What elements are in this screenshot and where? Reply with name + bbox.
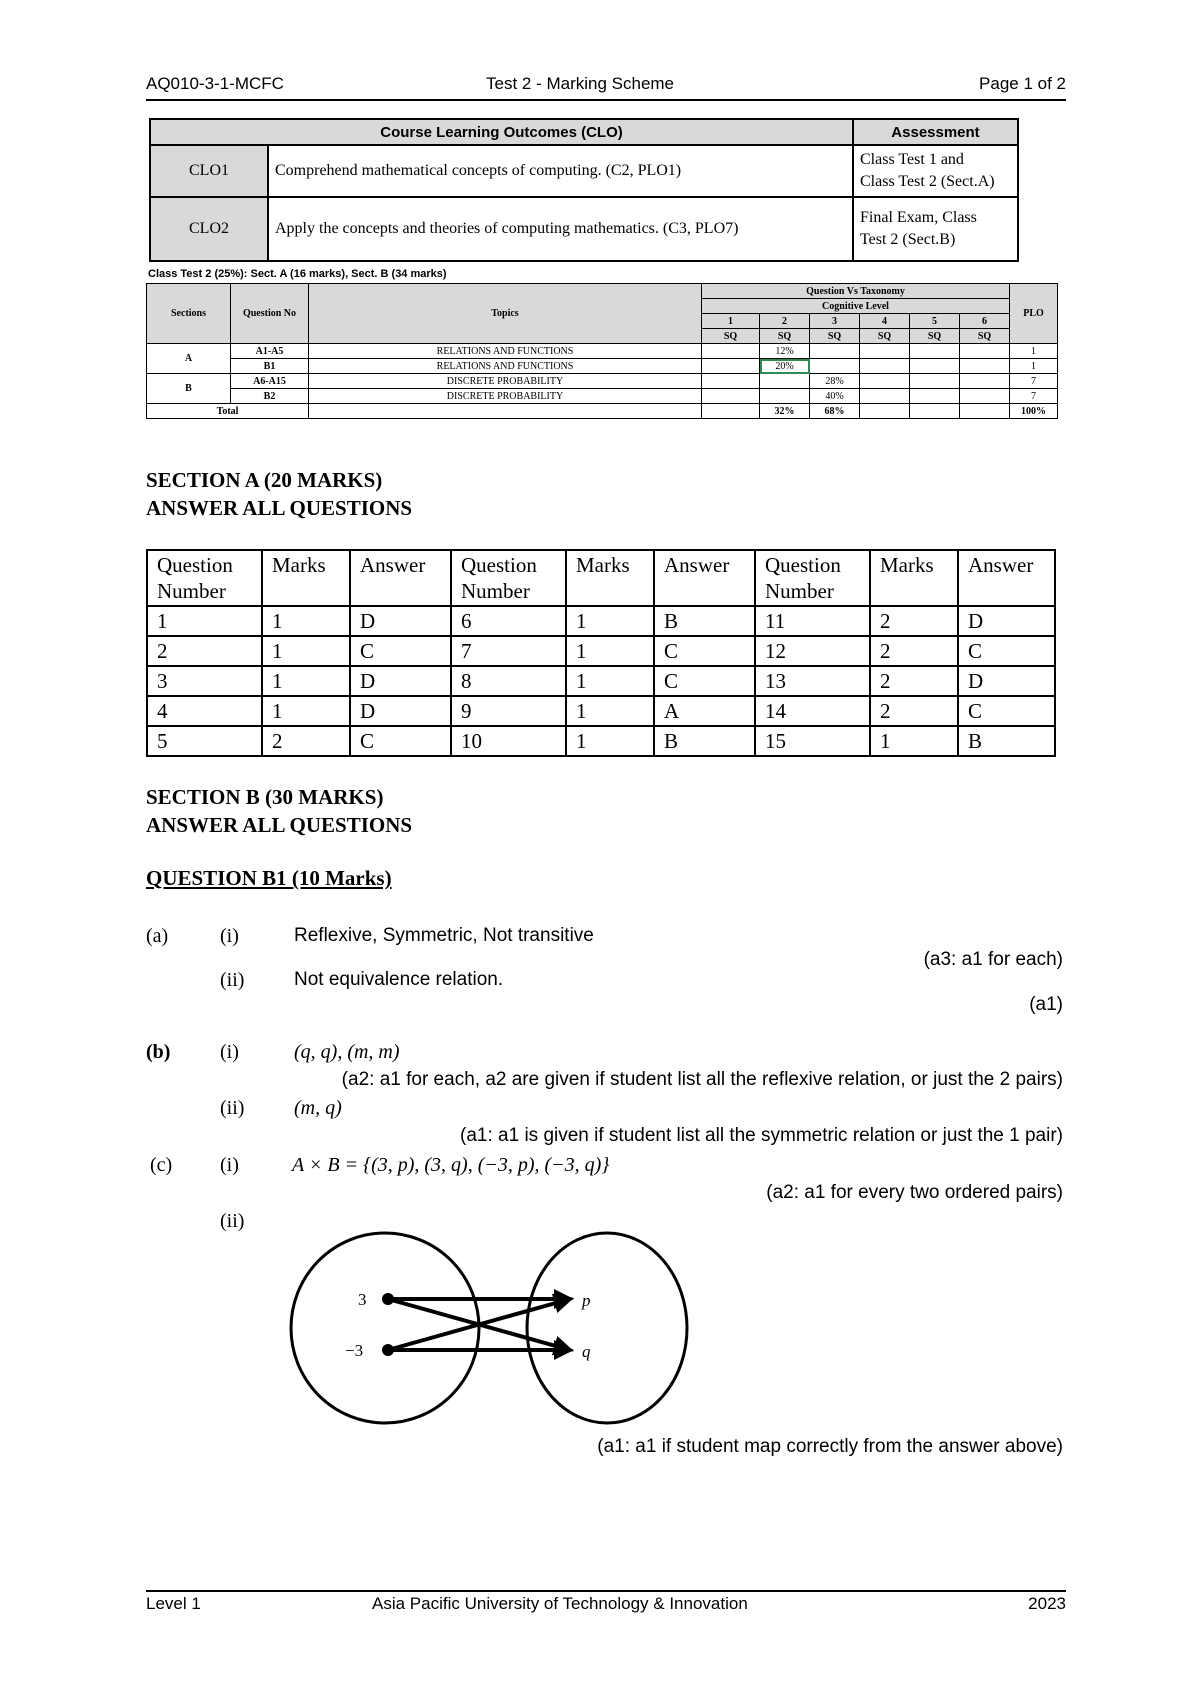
answer-cell: C (958, 636, 1055, 666)
tax-h-qvt: Question Vs Taxonomy (702, 284, 1010, 299)
section-b-title: SECTION B (30 MARKS) (146, 785, 384, 809)
ans-h-answer: Answer (350, 550, 451, 606)
course-code: AQ010-3-1-MCFC (146, 74, 284, 93)
qb1-a-label: (a) (146, 925, 169, 947)
tax-sq-5: SQ (910, 329, 960, 344)
tax-h-question: Question No (231, 284, 309, 344)
ans-h-answer: Answer (654, 550, 755, 606)
tax-l3 (810, 344, 860, 359)
qb1-a-i-text: Reflexive, Symmetric, Not transitive (294, 925, 594, 946)
tax-h-cog: Cognitive Level (702, 299, 1010, 314)
qb1-c-ii: (ii) (220, 1210, 245, 1232)
clo2-assessment (853, 197, 1018, 261)
clo1-assess-line1: Class Test 1 and (860, 151, 964, 168)
label-p: p (582, 1291, 591, 1310)
answer-cell: 4 (147, 696, 262, 726)
clo-table (149, 118, 1019, 262)
tax-sq-4: SQ (860, 329, 910, 344)
answer-cell: D (958, 606, 1055, 636)
tax-h-topics: Topics (309, 284, 702, 344)
qb1-a-i: (i) (220, 925, 239, 947)
assessment-header: Assessment (853, 119, 1018, 145)
answer-cell: C (654, 666, 755, 696)
section-a-sub: ANSWER ALL QUESTIONS (146, 496, 413, 520)
table-row (147, 359, 1058, 374)
answer-cell: A (654, 696, 755, 726)
answer-cell: 9 (451, 696, 566, 726)
tax-q: B1 (231, 359, 309, 374)
answer-cell: 2 (870, 606, 958, 636)
answers-table (146, 549, 1056, 757)
page-number: Page 1 of 2 (979, 74, 1066, 93)
answer-cell: 1 (566, 636, 654, 666)
tax-topic: DISCRETE PROBABILITY (309, 374, 702, 389)
ans-h-marks: Marks (566, 550, 654, 606)
tax-sq-2: SQ (760, 329, 810, 344)
doc-title: Test 2 - Marking Scheme (486, 74, 675, 93)
answer-cell: 6 (451, 606, 566, 636)
header-rule (146, 99, 1066, 101)
table-row (147, 389, 1058, 404)
answer-cell: 7 (451, 636, 566, 666)
table-row (147, 636, 1055, 666)
section-b-sub: ANSWER ALL QUESTIONS (146, 813, 413, 837)
answer-cell: 11 (755, 606, 870, 636)
answer-cell: 8 (451, 666, 566, 696)
tax-sq-3: SQ (810, 329, 860, 344)
tax-topic: RELATIONS AND FUNCTIONS (309, 344, 702, 359)
qb1-c-i: (i) (220, 1154, 239, 1176)
answer-cell: 1 (262, 666, 350, 696)
answer-cell: 1 (566, 726, 654, 756)
answer-cell: 12 (755, 636, 870, 666)
qb1-b-ii: (ii) (220, 1097, 245, 1119)
clo2-assess-line2: Test 2 (Sect.B) (860, 231, 956, 248)
ans-h-answer: Answer (958, 550, 1055, 606)
domain-set-oval (291, 1233, 479, 1423)
table-row (147, 726, 1055, 756)
answer-cell: 2 (262, 726, 350, 756)
clo2-label: CLO2 (150, 197, 268, 261)
qb1-c-i-mark: (a2: a1 for every two ordered pairs) (766, 1182, 1063, 1203)
label-q: q (582, 1342, 591, 1361)
mapping-diagram (280, 1230, 700, 1430)
ans-h-question: Question Number (147, 550, 262, 606)
tax-level-3: 3 (810, 314, 860, 329)
page-footer (146, 1594, 1066, 1618)
answer-cell: B (654, 726, 755, 756)
answer-cell: 2 (870, 666, 958, 696)
table-row (147, 666, 1055, 696)
answer-cell: 13 (755, 666, 870, 696)
tax-l2: 20% (760, 359, 810, 374)
answer-cell: 1 (870, 726, 958, 756)
answer-cell: D (350, 666, 451, 696)
table-row (147, 344, 1058, 359)
tax-q: A6-A15 (231, 374, 309, 389)
answer-cell: C (350, 726, 451, 756)
footer-university: Asia Pacific University of Technology & Innovation (372, 1594, 748, 1613)
tax-topic: DISCRETE PROBABILITY (309, 389, 702, 404)
answer-cell: 2 (870, 636, 958, 666)
qb1-b-ii-mark: (a1: a1 is given if student list all the symmetric relation or just the 1 pair) (460, 1125, 1063, 1146)
codomain-set-oval (527, 1233, 687, 1423)
ans-h-marks: Marks (870, 550, 958, 606)
answer-cell: B (654, 606, 755, 636)
answer-cell: 15 (755, 726, 870, 756)
tax-level-2: 2 (760, 314, 810, 329)
tax-section-a: A (147, 344, 231, 374)
qb1-a-ii-mark: (a1) (1029, 994, 1063, 1015)
tax-l3: 28% (810, 374, 860, 389)
ans-h-question: Question Number (451, 550, 566, 606)
qb1-c-ii-mark: (a1: a1 if student map correctly from the answer above) (597, 1436, 1063, 1457)
clo1-assess-line2: Class Test 2 (Sect.A) (860, 173, 995, 190)
footer-rule (146, 1590, 1066, 1592)
tax-sq-1: SQ (702, 329, 760, 344)
qb1-c-label: (c) (150, 1154, 173, 1176)
answer-cell: 1 (566, 666, 654, 696)
clo-header: Course Learning Outcomes (CLO) (150, 119, 853, 145)
tax-total-l2: 32% (760, 404, 810, 419)
answer-cell: C (654, 636, 755, 666)
footer-level: Level 1 (146, 1594, 201, 1613)
answer-cell: C (958, 696, 1055, 726)
answer-cell: 10 (451, 726, 566, 756)
answer-cell: D (350, 696, 451, 726)
tax-plo: 7 (1010, 374, 1058, 389)
answer-cell: D (958, 666, 1055, 696)
answer-cell: 1 (566, 606, 654, 636)
qb1-a-ii-text: Not equivalence relation. (294, 969, 504, 990)
page-header (146, 74, 1066, 100)
answer-cell: 3 (147, 666, 262, 696)
qb1-title: QUESTION B1 (10 Marks) (146, 866, 392, 890)
ans-h-marks: Marks (262, 550, 350, 606)
qb1-b-label: (b) (146, 1041, 171, 1063)
tax-l2: 12% (760, 344, 810, 359)
taxonomy-table (146, 283, 1058, 419)
tax-topic: RELATIONS AND FUNCTIONS (309, 359, 702, 374)
answer-cell: 1 (147, 606, 262, 636)
answer-cell: 14 (755, 696, 870, 726)
tax-plo: 1 (1010, 359, 1058, 374)
label-3: 3 (358, 1290, 367, 1309)
tax-total-plo: 100% (1010, 404, 1058, 419)
tax-l3: 40% (810, 389, 860, 404)
answer-cell: 1 (262, 696, 350, 726)
tax-level-1: 1 (702, 314, 760, 329)
answer-cell: 1 (262, 606, 350, 636)
answer-cell: 2 (870, 696, 958, 726)
clo1-assessment (853, 145, 1018, 197)
table-row (147, 404, 1058, 419)
tax-section-b: B (147, 374, 231, 404)
qb1-b-i-mark: (a2: a1 for each, a2 are given if student list all the reflexive relation, or just the 2 pairs) (341, 1069, 1063, 1090)
tax-sq-6: SQ (960, 329, 1010, 344)
qb1-b-i: (i) (220, 1041, 239, 1063)
tax-total-l3: 68% (810, 404, 860, 419)
taxonomy-caption: Class Test 2 (25%): Sect. A (16 marks), Sect. B (34 marks) (148, 268, 447, 280)
tax-l2 (760, 374, 810, 389)
tax-level-5: 5 (910, 314, 960, 329)
answer-cell: 2 (147, 636, 262, 666)
clo1-desc: Comprehend mathematical concepts of computing. (C2, PLO1) (268, 145, 853, 197)
tax-level-4: 4 (860, 314, 910, 329)
answer-cell: C (350, 636, 451, 666)
tax-plo: 7 (1010, 389, 1058, 404)
answer-cell: D (350, 606, 451, 636)
qb1-a-i-mark: (a3: a1 for each) (923, 949, 1063, 970)
answer-cell: 5 (147, 726, 262, 756)
clo2-desc: Apply the concepts and theories of computing mathematics. (C3, PLO7) (268, 197, 853, 261)
label-minus3: −3 (345, 1341, 364, 1360)
tax-q: A1-A5 (231, 344, 309, 359)
tax-level-6: 6 (960, 314, 1010, 329)
answer-cell: 1 (566, 696, 654, 726)
table-row (147, 606, 1055, 636)
clo1-label: CLO1 (150, 145, 268, 197)
tax-h-sections: Sections (147, 284, 231, 344)
tax-total-label: Total (147, 404, 309, 419)
qb1-b-i-text: (q, q), (m, m) (294, 1041, 400, 1063)
tax-l3 (810, 359, 860, 374)
tax-l2 (760, 389, 810, 404)
qb1-b-ii-text: (m, q) (294, 1097, 342, 1119)
tax-plo: 1 (1010, 344, 1058, 359)
answer-cell: B (958, 726, 1055, 756)
qb1-c-i-text: A × B = {(3, p), (3, q), (−3, p), (−3, q)} (292, 1154, 610, 1176)
footer-year: 2023 (1028, 1594, 1066, 1613)
table-row (147, 696, 1055, 726)
tax-h-plo: PLO (1010, 284, 1058, 344)
section-a-title: SECTION A (20 MARKS) (146, 468, 383, 492)
ans-h-question: Question Number (755, 550, 870, 606)
clo2-assess-line1: Final Exam, Class (860, 209, 977, 226)
table-row (147, 374, 1058, 389)
answer-cell: 1 (262, 636, 350, 666)
qb1-a-ii: (ii) (220, 969, 245, 991)
tax-q: B2 (231, 389, 309, 404)
